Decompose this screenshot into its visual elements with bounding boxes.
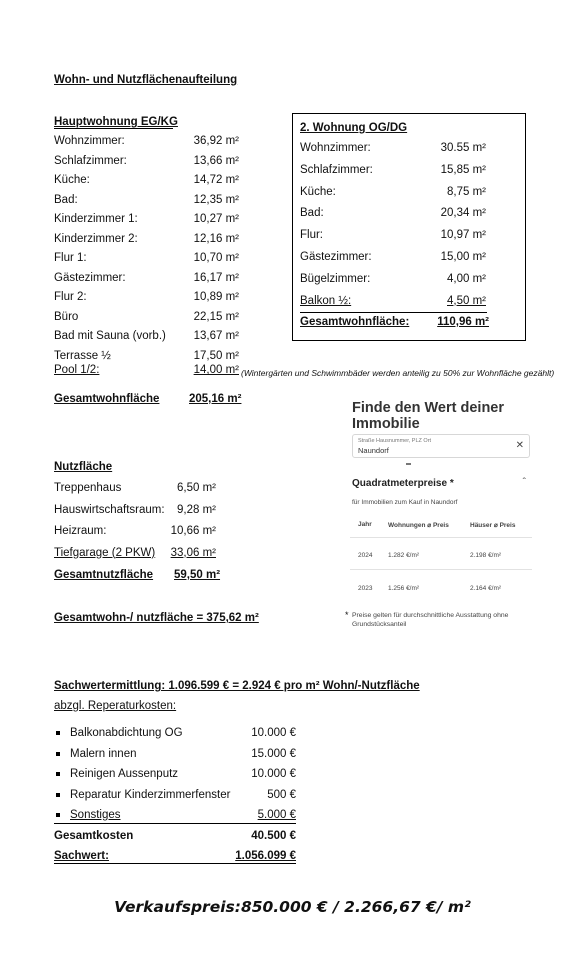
usable-total-value: 59,50 m² [174, 569, 221, 581]
main-unit-total-label: Gesamtwohnfläche [54, 393, 160, 405]
col-year: Jahr [358, 521, 372, 528]
cost-item-label: Balkonabdichtung OG [70, 727, 183, 739]
usable-label: Treppenhaus [54, 482, 122, 494]
clear-icon[interactable]: ✕ [515, 440, 524, 451]
main-unit-label: Kinderzimmer 1: [54, 213, 138, 225]
second-unit-value: 15,00 m² [440, 251, 486, 263]
second-unit-label: Balkon ½: [300, 294, 352, 307]
valuation-widget [340, 393, 540, 605]
second-unit-row [300, 294, 486, 310]
usable-label: Hauswirtschaftsraum: [54, 503, 165, 516]
main-unit-row [54, 154, 239, 170]
main-unit-row [54, 251, 239, 267]
row2-houses: 2.164 €/m² [470, 585, 502, 592]
cost-item-row [70, 726, 296, 742]
second-unit-row [300, 163, 486, 179]
main-unit-row [54, 271, 239, 287]
main-unit-title-underline [54, 128, 173, 129]
chevron-up-icon[interactable]: ˆ [522, 477, 526, 488]
cost-item-row [70, 767, 296, 783]
col-houses: Häuser ⌀ Preis [470, 522, 516, 529]
second-unit-row [300, 206, 486, 222]
cost-item-value: 10.000 € [251, 727, 296, 739]
usable-row [54, 524, 216, 540]
usable-title: Nutzfläche [54, 461, 113, 473]
second-unit-value: 20,34 m² [440, 207, 486, 220]
main-unit-row [54, 310, 239, 326]
dash-icon [406, 463, 411, 465]
second-unit-title: 2. Wohnung OG/DG [300, 122, 408, 134]
bullet-icon [56, 731, 60, 735]
main-unit-row [54, 363, 239, 379]
sale-price: Verkaufspreis:850.000 € / 2.266,67 €/ m² [114, 898, 471, 916]
cost-item-value: 500 € [267, 788, 296, 801]
main-unit-value: 16,17 m² [193, 271, 239, 284]
second-unit-label: Bügelzimmer: [300, 272, 371, 285]
main-unit-label: Küche: [54, 174, 90, 186]
main-unit-label: Büro [54, 310, 79, 323]
cost-item-value: 15.000 € [251, 747, 296, 760]
second-unit-label: Gästezimmer: [300, 251, 372, 263]
net-value-label: Sachwert: [54, 850, 109, 862]
document-heading: Wohn- und Nutzflächenaufteilung [54, 74, 238, 86]
widget-title-line1: Finde den Wert deiner [352, 400, 505, 416]
main-unit-label: Gästezimmer: [54, 271, 126, 284]
row2-year: 2023 [358, 585, 373, 592]
second-unit-row [300, 272, 486, 288]
usable-label: Tiefgarage (2 PKW) [54, 546, 156, 559]
second-unit-label: Schlafzimmer: [300, 163, 373, 176]
widget-footnote-1: Preise gelten für durchschnittliche Ausstattung ohne [352, 612, 509, 619]
main-unit-label: Terrasse ½ [54, 349, 111, 362]
main-unit-value: 10,70 m² [193, 252, 239, 264]
table-header-divider [350, 537, 532, 538]
pool-note: (Wintergärten und Schwimmbäder werden anteilig zu 50% zur Wohnfläche gezählt) [241, 368, 555, 378]
usable-row [54, 546, 216, 562]
main-unit-total-value: 205,16 m² [189, 393, 242, 405]
usable-row [54, 481, 216, 497]
cost-item-label: Reparatur Kinderzimmerfenster [70, 788, 231, 801]
main-unit-value: 12,35 m² [193, 193, 239, 206]
valuation-title: Sachwertermittlung: 1.096.599 € = 2.924 € pro m² Wohn/-Nutzfläche [54, 680, 420, 692]
second-unit-value: 15,85 m² [440, 163, 486, 176]
main-unit-label: Flur 1: [54, 252, 87, 264]
main-unit-label: Schlafzimmer: [54, 154, 127, 167]
second-unit-value: 4,50 m² [447, 294, 486, 307]
second-unit-total-label: Gesamtwohnfläche: [300, 316, 410, 328]
bullet-icon [56, 793, 60, 797]
second-unit-box [292, 113, 526, 341]
main-unit-label: Kinderzimmer 2: [54, 232, 138, 245]
bullet-icon [56, 752, 60, 756]
row1-houses: 2.198 €/m² [470, 552, 502, 559]
second-unit-value: 8,75 m² [447, 185, 486, 198]
footnote-star: * [345, 610, 349, 620]
main-unit-value: 13,67 m² [193, 330, 239, 342]
cost-item-row [70, 788, 296, 804]
main-unit-label: Bad mit Sauna (vorb.) [54, 330, 166, 342]
second-unit-value: 30.55 m² [440, 142, 486, 154]
usable-row [54, 503, 216, 519]
cost-item-label: Reinigen Aussenputz [70, 768, 179, 780]
row1-apartments: 1.282 €/m² [388, 552, 420, 559]
address-input-value: Naundorf [358, 446, 389, 455]
cost-item-row [70, 747, 296, 763]
cost-sum-line [54, 823, 296, 824]
cost-total-label: Gesamtkosten [54, 830, 134, 842]
usable-label: Heizraum: [54, 525, 107, 537]
main-unit-value: 14,00 m² [193, 364, 239, 376]
row2-apartments: 1.256 €/m² [388, 585, 420, 592]
widget-title-line2: Immobilie [352, 416, 420, 432]
cost-total-value: 40.500 € [251, 830, 296, 842]
second-unit-total-value: 110,96 m² [437, 316, 489, 328]
cost-item-label: Sonstiges [70, 809, 121, 821]
bullet-icon [56, 813, 60, 817]
main-unit-row [54, 173, 239, 189]
net-value-value: 1.056.099 € [235, 850, 296, 862]
second-unit-row [300, 141, 486, 157]
main-unit-value: 13,66 m² [193, 154, 239, 167]
valuation-subtitle: abzgl. Reperaturkosten: [54, 700, 177, 712]
second-unit-label: Küche: [300, 185, 336, 198]
main-unit-value: 36,92 m² [193, 135, 239, 147]
second-unit-row [300, 185, 486, 201]
cost-item-value: 5.000 € [257, 809, 296, 821]
second-unit-label: Wohnzimmer: [300, 142, 371, 154]
address-input[interactable] [352, 434, 530, 458]
second-unit-value: 4,00 m² [447, 272, 486, 285]
usable-total-label: Gesamtnutzfläche [54, 569, 154, 581]
second-unit-row [300, 250, 486, 266]
row1-year: 2024 [358, 552, 373, 559]
main-unit-row [54, 193, 239, 209]
main-unit-title: Hauptwohnung EG/KG [54, 116, 178, 128]
main-unit-label: Wohnzimmer: [54, 135, 125, 147]
usable-value: 6,50 m² [177, 482, 216, 494]
widget-footnote-2: Grundstücksanteil [352, 621, 407, 628]
second-unit-row [300, 228, 486, 244]
grand-total: Gesamtwohn-/ nutzfläche = 375,62 m² [54, 612, 259, 624]
col-apartments: Wohnungen ⌀ Preis [388, 522, 449, 529]
main-unit-row [54, 329, 239, 345]
second-unit-value: 10,97 m² [440, 229, 486, 242]
main-unit-value: 10,89 m² [193, 291, 239, 303]
main-unit-label: Pool 1/2: [54, 364, 100, 376]
main-unit-label: Bad: [54, 193, 78, 206]
main-unit-value: 14,72 m² [193, 174, 239, 186]
second-unit-label: Bad: [300, 207, 324, 220]
main-unit-row [54, 212, 239, 228]
cost-item-row [70, 808, 296, 824]
main-unit-row [54, 134, 239, 150]
main-unit-value: 22,15 m² [193, 310, 239, 323]
address-input-label: Straße Hausnummer, PLZ Ort [358, 438, 432, 444]
usable-value: 9,28 m² [177, 503, 216, 516]
second-unit-sum-line [300, 312, 487, 313]
main-unit-row [54, 290, 239, 306]
main-unit-value: 12,16 m² [193, 232, 239, 245]
cost-item-value: 10.000 € [251, 768, 296, 780]
cost-item-label: Malern innen [70, 747, 137, 760]
main-unit-row [54, 232, 239, 248]
table-row-divider [350, 569, 532, 570]
main-unit-label: Flur 2: [54, 291, 87, 303]
main-unit-value: 10,27 m² [193, 213, 239, 225]
widget-section-title: Quadratmeterpreise * [352, 478, 454, 489]
bullet-icon [56, 772, 60, 776]
second-unit-label: Flur: [300, 229, 323, 242]
usable-value: 33,06 m² [170, 546, 216, 559]
main-unit-value: 17,50 m² [193, 349, 239, 362]
net-value-line [54, 863, 296, 864]
widget-section-sub: für Immobilien zum Kauf in Naundorf [352, 499, 458, 506]
usable-value: 10,66 m² [170, 525, 216, 537]
